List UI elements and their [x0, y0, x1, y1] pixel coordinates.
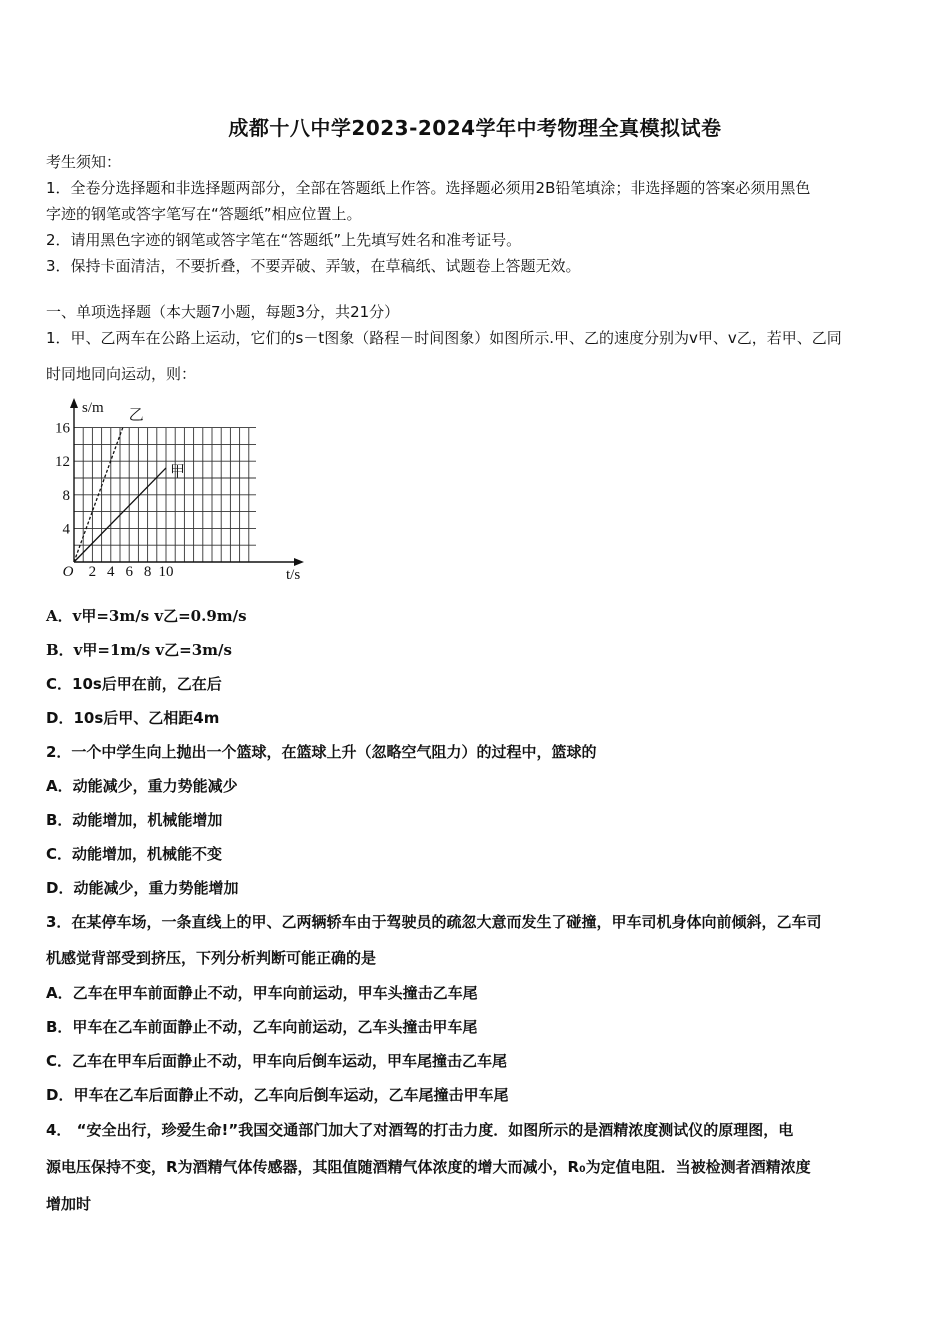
x-tick-label: 10 — [158, 564, 174, 580]
question-4-stem-end: 增加时 — [46, 1195, 92, 1213]
series-label-jia: 甲 — [170, 461, 186, 480]
question-3-option-a[interactable]: A．乙车在甲车前面静止不动，甲车向前运动，甲车头撞击乙车尾 — [46, 984, 478, 1002]
question-1-stem: 1．甲、乙两车在公路上运动，它们的s－t图象（路程－时间图象）如图所示.甲、乙的速度分别为v甲、v乙，若甲、乙同 — [46, 329, 842, 347]
origin-label: O — [62, 564, 74, 580]
question-3-stem-cont: 机感觉背部受到挤压，下列分析判断可能正确的是 — [46, 949, 377, 967]
notice-item-1: 1．全卷分选择题和非选择题两部分，全部在答题纸上作答。选择题必须用2B铅笔填涂；非选择题的答案必须用黑色 — [46, 179, 811, 197]
series-label-yi: 乙 — [128, 405, 144, 424]
question-3-stem: 3．在某停车场，一条直线上的甲、乙两辆轿车由于驾驶员的疏忽大意而发生了碰撞，甲车司机身体向前倾斜，乙车司 — [46, 913, 822, 931]
chart-grid — [74, 428, 256, 562]
question-2-option-a[interactable]: A．动能减少，重力势能减少 — [46, 777, 238, 795]
question-2-option-c[interactable]: C．动能增加，机械能不变 — [46, 845, 223, 863]
notice-item-1-cont: 字迹的钢笔或答字笔写在“答题纸”相应位置上。 — [46, 205, 362, 223]
question-1-option-c[interactable]: C．10s后甲在前，乙在后 — [46, 675, 222, 693]
question-1-stem-cont: 时同地同向运动，则： — [46, 365, 197, 383]
question-4-stem-cont: 源电压保持不变，R为酒精气体传感器，其阻值随酒精气体浓度的增大而减小，R₀为定值电阻．当被检测者酒精浓度 — [46, 1158, 811, 1176]
question-3-option-d[interactable]: D．甲车在乙车后面静止不动，乙车向后倒车运动，乙车尾撞击甲车尾 — [46, 1086, 509, 1104]
question-3-option-c[interactable]: C．乙车在甲车后面静止不动，甲车向后倒车运动，甲车尾撞击乙车尾 — [46, 1052, 508, 1070]
question-2-option-d[interactable]: D．动能减少，重力势能增加 — [46, 879, 239, 897]
y-axis-label: s/m — [82, 400, 104, 416]
y-tick-label: 8 — [62, 487, 70, 504]
notice-item-2: 2．请用黑色字迹的钢笔或答字笔在“答题纸”上先填写姓名和准考证号。 — [46, 231, 522, 249]
chart-axes — [70, 398, 304, 566]
question-1-option-d[interactable]: D．10s后甲、乙相距4m — [46, 709, 220, 727]
x-axis-label: t/s — [286, 567, 301, 583]
y-axis-arrow — [70, 398, 78, 408]
question-4-stem: 4． “安全出行，珍爱生命!”我国交通部门加大了对酒驾的打击力度．如图所示的是酒精浓度测试仪的原理图，电 — [46, 1121, 794, 1139]
section-heading: 一、单项选择题（本大题7小题，每题3分，共21分） — [46, 303, 400, 321]
x-axis-arrow — [294, 558, 304, 566]
x-tick-label: 6 — [125, 564, 133, 580]
notice-item-3: 3．保持卡面清洁，不要折叠，不要弄破、弄皱，在草稿纸、试题卷上答题无效。 — [46, 257, 581, 275]
page-title: 成都十八中学2023-2024学年中考物理全真模拟试卷 — [228, 116, 722, 140]
question-3-option-b[interactable]: B．甲车在乙车前面静止不动，乙车向前运动，乙车头撞击甲车尾 — [46, 1018, 478, 1036]
y-tick-label: 4 — [62, 521, 70, 538]
notice-heading: 考生须知： — [46, 153, 122, 171]
x-tick-label: 8 — [143, 564, 152, 580]
x-tick-label: 2 — [88, 564, 97, 580]
question-1-option-a[interactable]: A．v甲=3m/s v乙=0.9m/s — [46, 607, 247, 625]
x-tick-label: 4 — [107, 564, 115, 580]
y-tick-label: 12 — [55, 454, 70, 471]
st-graph — [52, 390, 317, 590]
y-tick-label: 16 — [55, 420, 70, 437]
question-2-option-b[interactable]: B．动能增加，机械能增加 — [46, 811, 223, 829]
question-2-stem: 2．一个中学生向上抛出一个篮球，在篮球上升（忽略空气阻力）的过程中，篮球的 — [46, 743, 597, 761]
question-1-option-b[interactable]: B．v甲=1m/s v乙=3m/s — [46, 641, 232, 659]
